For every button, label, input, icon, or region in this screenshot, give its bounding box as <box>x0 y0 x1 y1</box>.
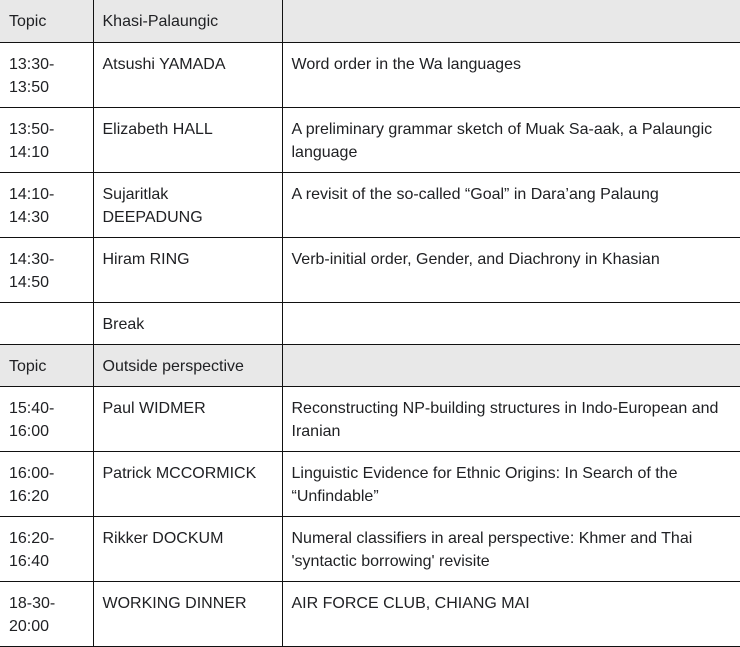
topic-name-text: Outside perspective <box>102 357 244 375</box>
break-row <box>0 302 740 344</box>
time-cell <box>0 516 93 581</box>
time-cell <box>0 302 93 344</box>
title-text: A preliminary grammar sketch of Muak Sa-aak, a Palaungic language <box>291 120 713 161</box>
title-text: Reconstructing NP-building structures in Indo-European and Iranian <box>291 399 719 440</box>
speaker-cell <box>93 386 282 451</box>
time-text: 15:40- 16:00 <box>9 399 55 440</box>
time-text: 16:00- 16:20 <box>9 464 55 505</box>
speaker-cell <box>93 172 282 237</box>
speaker-text: Rikker DOCKUM <box>102 529 224 547</box>
title-text: Verb-initial order, Gender, and Diachrony in Khasian <box>291 250 660 268</box>
speaker-cell <box>93 302 282 344</box>
topic-name-text: Khasi-Palaungic <box>102 13 219 30</box>
speaker-cell <box>93 581 282 646</box>
topic-name-cell <box>93 344 282 386</box>
session-row <box>0 237 740 302</box>
speaker-cell <box>93 451 282 516</box>
topic-empty-cell <box>282 0 740 42</box>
speaker-text: Elizabeth HALL <box>102 120 213 138</box>
speaker-text: Atsushi YAMADA <box>102 55 226 73</box>
session-row <box>0 516 740 581</box>
topic-empty-cell <box>282 344 740 386</box>
speaker-text: Paul WIDMER <box>102 399 206 417</box>
topic-label-cell <box>0 344 93 386</box>
time-cell <box>0 581 93 646</box>
time-text: 13:50- 14:10 <box>9 120 55 161</box>
title-cell <box>282 172 740 237</box>
speaker-cell <box>93 237 282 302</box>
time-cell <box>0 107 93 172</box>
session-row <box>0 451 740 516</box>
session-row <box>0 386 740 451</box>
session-row <box>0 172 740 237</box>
topic-label-text: Topic <box>9 357 47 375</box>
topic-name-cell <box>93 0 282 42</box>
time-cell <box>0 386 93 451</box>
title-text: A revisit of the so-called “Goal” in Dara’ang Palaung <box>291 185 659 203</box>
topic-header-row <box>0 344 740 386</box>
session-row <box>0 107 740 172</box>
topic-header-row <box>0 0 740 42</box>
time-cell <box>0 237 93 302</box>
title-cell <box>282 451 740 516</box>
title-text: AIR FORCE CLUB, CHIANG MAI <box>291 594 530 612</box>
time-text: 14:10- 14:30 <box>9 185 55 226</box>
speaker-cell <box>93 42 282 107</box>
time-cell <box>0 172 93 237</box>
speaker-cell <box>93 516 282 581</box>
time-text: 13:30- 13:50 <box>9 55 55 96</box>
speaker-cell <box>93 107 282 172</box>
session-row <box>0 581 740 646</box>
title-cell <box>282 107 740 172</box>
title-cell <box>282 386 740 451</box>
title-cell <box>282 42 740 107</box>
title-text: Linguistic Evidence for Ethnic Origins: In Search of the “Unfindable” <box>291 464 678 505</box>
title-cell <box>282 516 740 581</box>
topic-label-cell <box>0 0 93 42</box>
title-cell <box>282 237 740 302</box>
title-cell <box>282 302 740 344</box>
time-text: 14:30- 14:50 <box>9 250 55 291</box>
speaker-text: Break <box>102 315 145 333</box>
title-text: Word order in the Wa languages <box>291 55 521 73</box>
speaker-text: Sujaritlak DEEPADUNG <box>102 185 203 226</box>
speaker-text: WORKING DINNER <box>102 594 247 612</box>
time-text: 16:20- 16:40 <box>9 529 55 570</box>
speaker-text: Patrick MCCORMICK <box>102 464 257 482</box>
title-text: Numeral classifiers in areal perspective: Khmer and Thai 'syntactic borrowing' revisite <box>291 529 693 570</box>
time-cell <box>0 451 93 516</box>
time-text: 18-30- 20:00 <box>9 594 56 635</box>
speaker-text: Hiram RING <box>102 250 190 268</box>
session-row <box>0 42 740 107</box>
topic-label-text: Topic <box>9 13 47 30</box>
time-cell <box>0 42 93 107</box>
title-cell <box>282 581 740 646</box>
